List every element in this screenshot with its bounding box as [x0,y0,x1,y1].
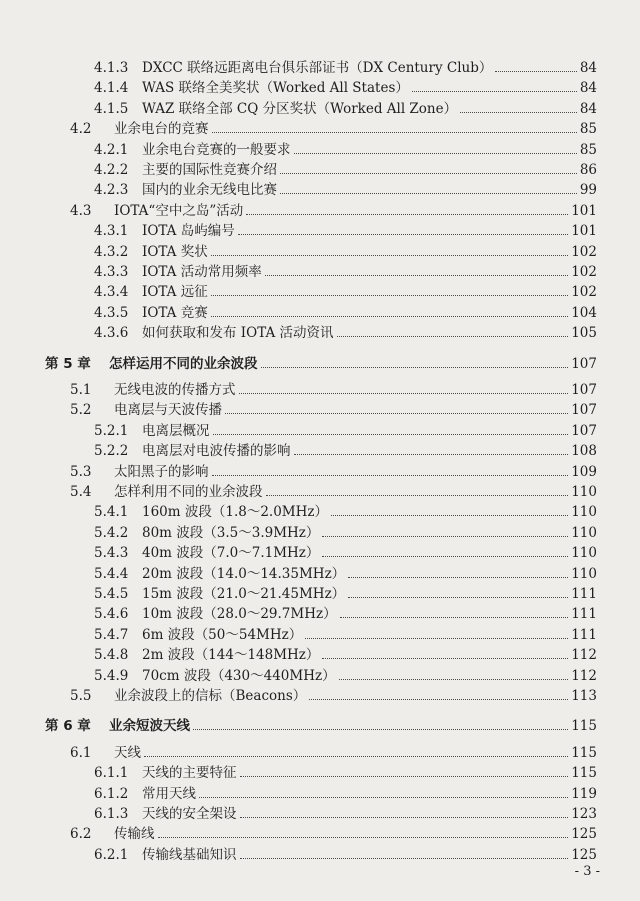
toc-entry-title: 主要的国际性竞赛介绍 [142,162,277,178]
toc-entry[interactable] [94,262,597,282]
toc-chapter-entry[interactable] [45,354,597,374]
dot-leader [294,453,569,455]
toc-entry[interactable] [94,584,597,604]
toc-entry-title: 10m 波段（28.0～29.7MHz） [142,606,337,622]
toc-entry-title: 6m 波段（50～54MHz） [142,627,303,643]
toc-entry-number: 4.3.6 [94,325,129,341]
toc-entry-page: 123 [571,806,597,822]
toc-entry[interactable] [94,441,597,461]
toc-entry-title: IOTA 奖状 [142,244,208,260]
toc-entry-number: 4.3.5 [94,305,129,321]
toc-entry-title: 传输线基础知识 [142,847,237,863]
toc-entry-number: 4.1.4 [94,80,129,96]
toc-entry-number: 5.4.1 [94,504,129,520]
toc-entry[interactable] [94,303,597,323]
toc-entry[interactable] [94,140,597,160]
toc-entry-number: 5.4.8 [94,647,129,663]
dot-leader [211,315,569,317]
toc-entry-title: 业余电台的竞赛 [114,121,209,137]
toc-entry-title: WAS 联络全美奖状（Worked All States） [142,80,409,96]
dot-leader [240,775,569,777]
toc-entry[interactable] [70,743,597,763]
toc-entry-number: 5.4.3 [94,545,129,561]
dot-leader [495,70,576,72]
toc-entry[interactable] [70,119,597,139]
toc-entry[interactable] [94,845,597,865]
toc-entry-page: 110 [571,484,597,500]
toc-entry-title: 业余波段上的信标（Beacons） [114,688,307,704]
toc-entry[interactable] [94,645,597,665]
toc-entry-page: 115 [571,745,597,761]
dot-leader [339,678,569,680]
toc-entry-number: 5.5 [70,688,92,704]
dot-leader [331,514,568,516]
toc-entry-page: 107 [571,382,597,398]
toc-entry-number: 4.3.2 [94,244,129,260]
toc-entry-page: 119 [571,786,597,802]
toc-entry[interactable] [70,380,597,400]
toc-entry-title: IOTA 活动常用频率 [142,264,262,280]
dot-leader [199,796,568,798]
toc-entry-title: 天线的安全架设 [142,806,237,822]
toc-entry-number: 6.1.1 [94,765,129,781]
toc-entry-page: 111 [571,586,597,602]
toc-entry-title: 怎样运用不同的业余波段 [109,356,258,372]
toc-entry-title: 80m 波段（3.5～3.9MHz） [142,525,320,541]
toc-entry-number: 4.2.3 [94,182,129,198]
dot-leader [412,90,577,92]
dot-leader [213,433,569,435]
toc-entry-number: 4.2.2 [94,162,129,178]
toc-entry[interactable] [94,543,597,563]
dot-leader [211,254,569,256]
toc-entry[interactable] [94,784,597,804]
toc-entry-page: 84 [579,60,597,76]
toc-entry-title: 无线电波的传播方式 [114,382,236,398]
toc-entry-number: 5.4.5 [94,586,129,602]
dot-leader [322,555,568,557]
toc-entry-page: 110 [571,525,597,541]
toc-entry-number: 第 5 章 [45,356,91,372]
toc-entry-title: 如何获取和发布 IOTA 活动资讯 [142,325,334,341]
toc-entry-number: 4.3.1 [94,223,129,239]
toc-entry-title: 20m 波段（14.0～14.35MHz） [142,566,346,582]
dot-leader [240,816,569,818]
toc-entry-title: 太阳黑子的影响 [114,464,209,480]
toc-entry-page: 102 [571,264,597,280]
toc-entry-number: 4.3.3 [94,264,129,280]
toc-entry-title: 40m 波段（7.0～7.1MHz） [142,545,320,561]
toc-entry-page: 110 [571,566,597,582]
toc-entry-title: DXCC 联络远距离电台俱乐部证书（DX Century Club） [142,60,493,76]
toc-chapter-entry[interactable] [45,716,597,736]
toc-entry-page: 107 [571,356,597,372]
dot-leader [348,576,568,578]
dot-leader [212,131,577,133]
dot-leader [322,535,568,537]
dot-leader [322,657,568,659]
toc-entry-number: 6.2 [70,826,92,842]
toc-entry-title: 电离层对电波传播的影响 [142,443,291,459]
toc-entry-page: 113 [571,688,597,704]
dot-leader [460,111,577,113]
toc-entry-number: 6.2.1 [94,847,129,863]
toc-entry-page: 107 [571,423,597,439]
toc-entry-title: IOTA 远征 [142,284,208,300]
toc-entry-number: 6.1.3 [94,806,129,822]
dot-leader [193,728,568,730]
toc-entry[interactable] [94,78,597,98]
toc-entry-page: 105 [571,325,597,341]
toc-entry-title: 15m 波段（21.0～21.45MHz） [142,586,346,602]
page-number: - 3 - [574,864,600,879]
toc-entry-number: 6.1 [70,745,92,761]
toc-entry[interactable] [94,58,597,78]
toc-entry[interactable] [94,323,597,343]
toc-entry[interactable] [94,242,597,262]
toc-entry-number: 4.3.4 [94,284,129,300]
toc-entry-number: 5.2.2 [94,443,129,459]
toc-entry-page: 112 [571,668,597,684]
toc-entry-page: 110 [571,545,597,561]
toc-entry-number: 5.2.1 [94,423,129,439]
toc-entry-number: 4.2 [70,121,92,137]
toc-entry[interactable] [70,462,597,482]
toc-entry-title: 业余短波天线 [109,718,190,734]
toc-entry[interactable] [94,763,597,783]
toc-entry[interactable] [94,804,597,824]
toc-entry-title: 业余电台竞赛的一般要求 [142,142,291,158]
dot-leader [246,213,568,215]
toc-entry-page: 84 [579,80,597,96]
toc-entry-page: 102 [571,244,597,260]
toc-entry-page: 102 [571,284,597,300]
dot-leader [309,698,568,700]
toc-entry-title: 传输线 [114,826,155,842]
toc-entry-page: 101 [571,203,597,219]
toc-entry[interactable] [70,400,597,420]
toc-entry-number: 4.1.5 [94,101,129,117]
toc-entry[interactable] [94,180,597,200]
toc-entry-title: IOTA 竞赛 [142,305,208,321]
toc-entry-number: 5.4.6 [94,606,129,622]
dot-leader [158,836,569,838]
toc-entry[interactable] [94,564,597,584]
toc-entry-page: 99 [579,182,597,198]
toc-entry-number: 5.4.4 [94,566,129,582]
toc-entry[interactable] [94,99,597,119]
toc-entry-number: 5.2 [70,402,92,418]
toc-entry-page: 111 [571,606,597,622]
toc-entry[interactable] [94,221,597,241]
toc-entry-page: 86 [579,162,597,178]
toc-entry-page: 125 [571,847,597,863]
toc-entry[interactable] [94,523,597,543]
toc-entry-number: 第 6 章 [45,718,91,734]
toc-entry-page: 85 [579,121,597,137]
dot-leader [261,366,569,368]
toc-entry-title: 70cm 波段（430～440MHz） [142,668,336,684]
toc-entry-number: 5.4.2 [94,525,129,541]
dot-leader [294,152,577,154]
toc-entry[interactable] [70,686,597,706]
toc-entry-title: 怎样利用不同的业余波段 [114,484,263,500]
toc-entry-page: 111 [571,627,597,643]
dot-leader [337,335,569,337]
toc-entry-page: 108 [571,443,597,459]
toc-entry-page: 110 [571,504,597,520]
toc-entry-page: 84 [579,101,597,117]
toc-entry-title: 天线 [114,745,141,761]
dot-leader [211,294,569,296]
toc-entry-number: 4.3 [70,203,92,219]
dot-leader [212,474,569,476]
toc-entry-page: 101 [571,223,597,239]
toc-entry[interactable] [94,421,597,441]
toc-entry[interactable] [94,282,597,302]
toc-entry-page: 104 [571,305,597,321]
toc-entry-page: 115 [571,718,597,734]
dot-leader [225,412,568,414]
dot-leader [238,233,569,235]
toc-entry-title: 电离层与天波传播 [114,402,222,418]
toc-entry-number: 4.2.1 [94,142,129,158]
toc-entry-page: 125 [571,826,597,842]
toc-entry-title: 天线的主要特征 [142,765,237,781]
dot-leader [266,494,569,496]
dot-leader [348,596,568,598]
toc-entry-title: 常用天线 [142,786,196,802]
dot-leader [280,172,577,174]
toc-entry-number: 5.1 [70,382,92,398]
dot-leader [340,616,569,618]
toc-entry-title: 电离层概况 [142,423,210,439]
toc-entry-title: WAZ 联络全部 CQ 分区奖状（Worked All Zone） [142,101,458,117]
toc-entry-title: 国内的业余无线电比赛 [142,182,277,198]
toc-entry-page: 115 [571,765,597,781]
toc-entry-title: IOTA 岛屿编号 [142,223,235,239]
toc-entry-title: 160m 波段（1.8～2.0MHz） [142,504,329,520]
toc-entry-page: 107 [571,402,597,418]
toc-entry-number: 5.4.7 [94,627,129,643]
toc-entry[interactable] [94,666,597,686]
toc-entry[interactable] [94,502,597,522]
dot-leader [280,192,577,194]
toc-entry-page: 112 [571,647,597,663]
toc-entry-title: 2m 波段（144～148MHz） [142,647,320,663]
toc-entry-title: IOTA“空中之岛”活动 [114,203,244,219]
dot-leader [240,857,569,859]
dot-leader [239,392,569,394]
toc-entry-number: 6.1.2 [94,786,129,802]
toc-entry[interactable] [94,604,597,624]
toc-entry-number: 4.1.3 [94,60,129,76]
dot-leader [265,274,569,276]
toc-entry[interactable] [94,625,597,645]
toc-entry[interactable] [70,201,597,221]
dot-leader [144,755,568,757]
toc-entry[interactable] [94,160,597,180]
toc-entry[interactable] [70,482,597,502]
toc-entry[interactable] [70,824,597,844]
toc-entry-page: 85 [579,142,597,158]
dot-leader [305,637,568,639]
toc-entry-number: 5.3 [70,464,92,480]
toc-entry-number: 5.4 [70,484,92,500]
toc-entry-number: 5.4.9 [94,668,129,684]
toc-entry-page: 109 [571,464,597,480]
